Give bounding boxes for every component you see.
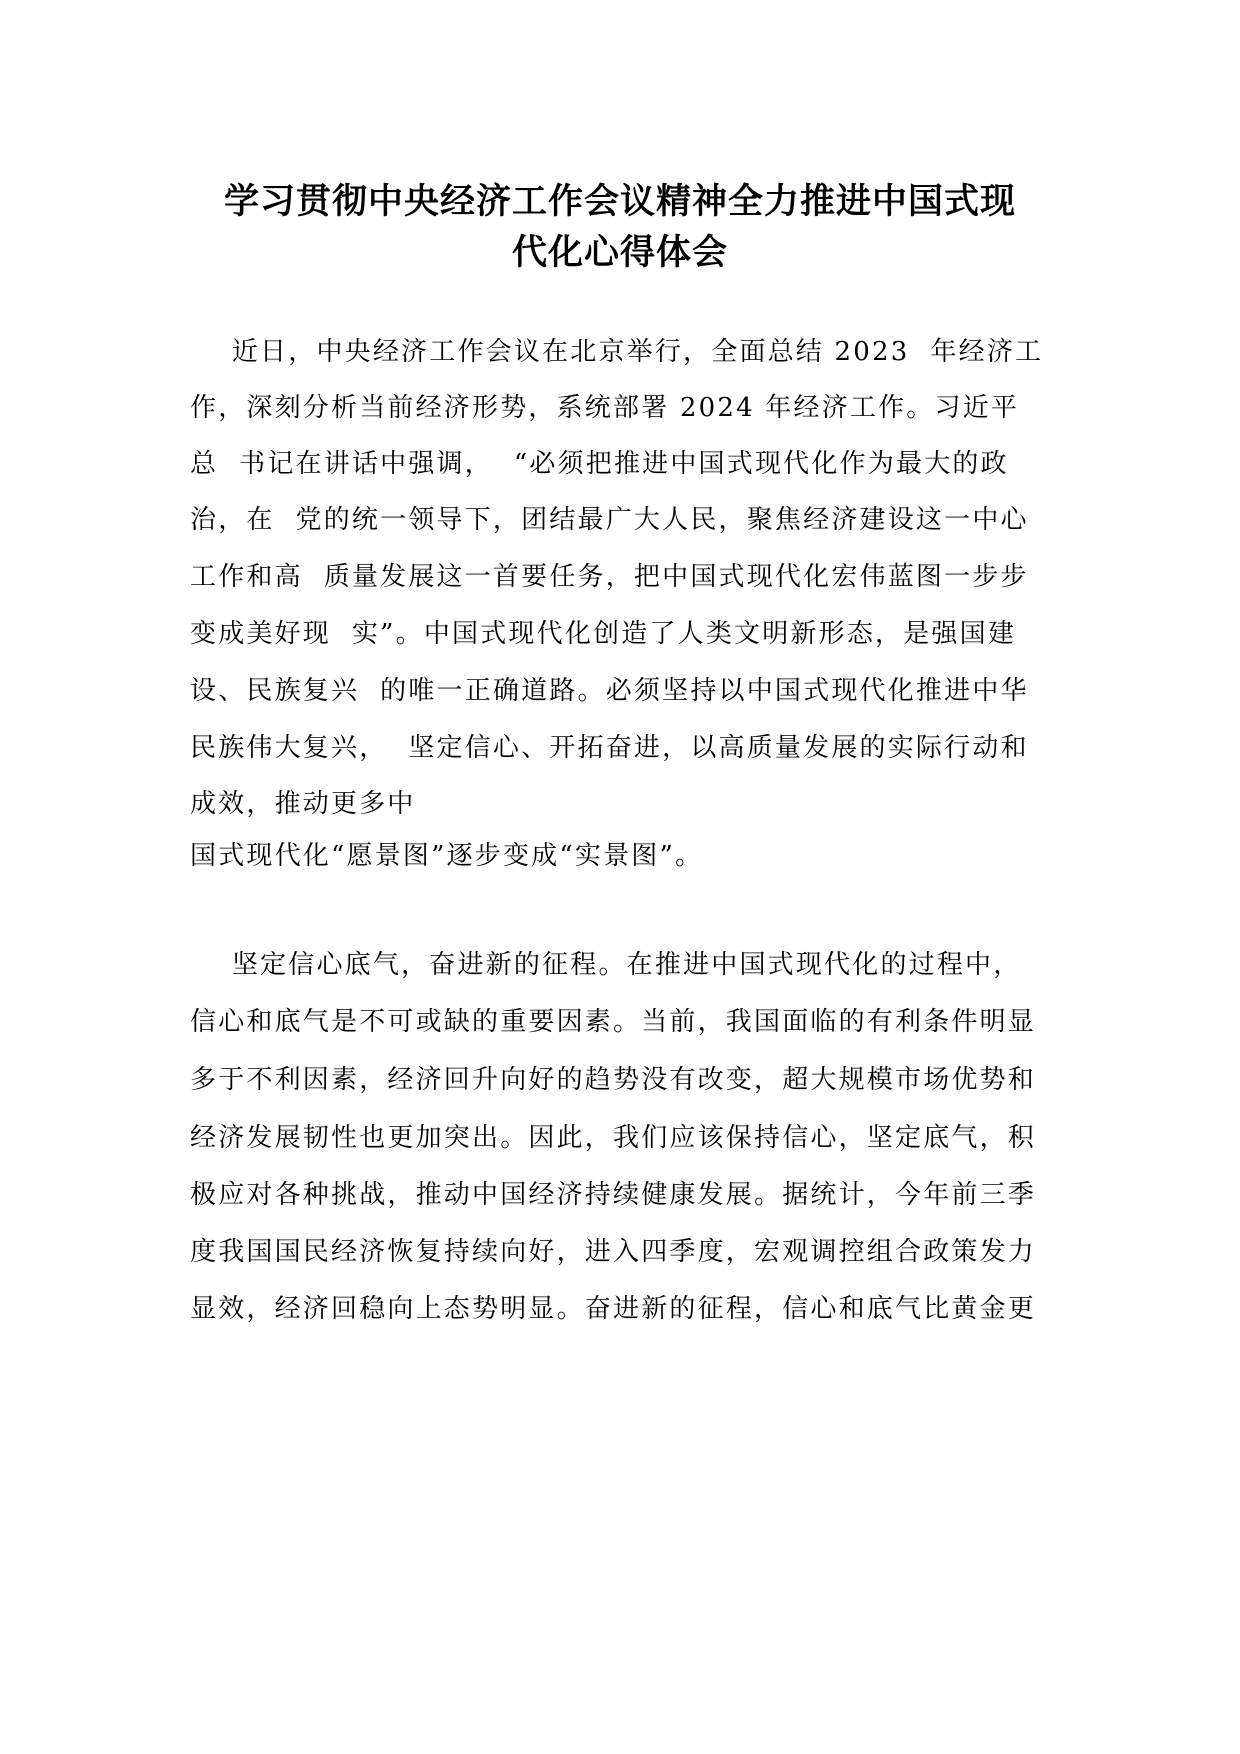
text-line: 工作和高 质量发展这一首要任务，把中国式现代化宏伟蓝图一步步 (190, 562, 1029, 592)
text-line: 变成美好现 实”。中国式现代化创造了人类文明新形态，是强国建 (190, 619, 1017, 649)
text-line: 显效，经济回稳向上态势明显。奋进新的征程，信心和底气比黄金更 (190, 1294, 1037, 1324)
text-line: 信心和底气是不可或缺的重要因素。当前，我国面临的有利条件明显 (190, 1007, 1037, 1037)
text-line: 治，在 党的统一领导下，团结最广大人民，聚焦经济建设这一中心 (190, 505, 1029, 535)
text-line: 经济发展韧性也更加突出。因此，我们应该保持信心，坚定底气，积 (190, 1123, 1037, 1153)
text-line: 极应对各种挑战，推动中国经济持续健康发展。据统计，今年前三季 (190, 1180, 1037, 1210)
text-line: 总 书记在讲话中强调， “必须把推进中国式现代化作为最大的政 (190, 449, 1009, 479)
text-line: 民族伟大复兴， 坚定信心、开拓奋进，以高质量发展的实际行动和 (190, 733, 1029, 763)
text-line: 设、民族复兴 的唯一正确道路。必须坚持以中国式现代化推进中华 (190, 676, 1029, 706)
text-line: 坚定信心底气，奋进新的征程。在推进中国式现代化的过程中， (190, 950, 1022, 980)
document-title-line-2: 代化心得体会 (511, 233, 728, 273)
text-line: 作，深刻分析当前经济形势，系统部署 2024 年经济工作。习近平 (190, 393, 1020, 423)
text-line: 多于不利因素，经济回升向好的趋势没有改变，超大规模市场优势和 (190, 1065, 1037, 1095)
text-line: 度我国国民经济恢复持续向好，进入四季度，宏观调控组合政策发力 (190, 1237, 1037, 1267)
text-line: 国式现代化“愿景图”逐步变成“实景图”。 (190, 841, 704, 871)
text-line: 近日，中央经济工作会议在北京举行，全面总结 2023 年经济工 (190, 337, 1044, 367)
document-title-line-1: 学习贯彻中央经济工作会议精神全力推进中国式现 (223, 182, 1016, 222)
text-line: 成效，推动更多中 (190, 789, 416, 819)
